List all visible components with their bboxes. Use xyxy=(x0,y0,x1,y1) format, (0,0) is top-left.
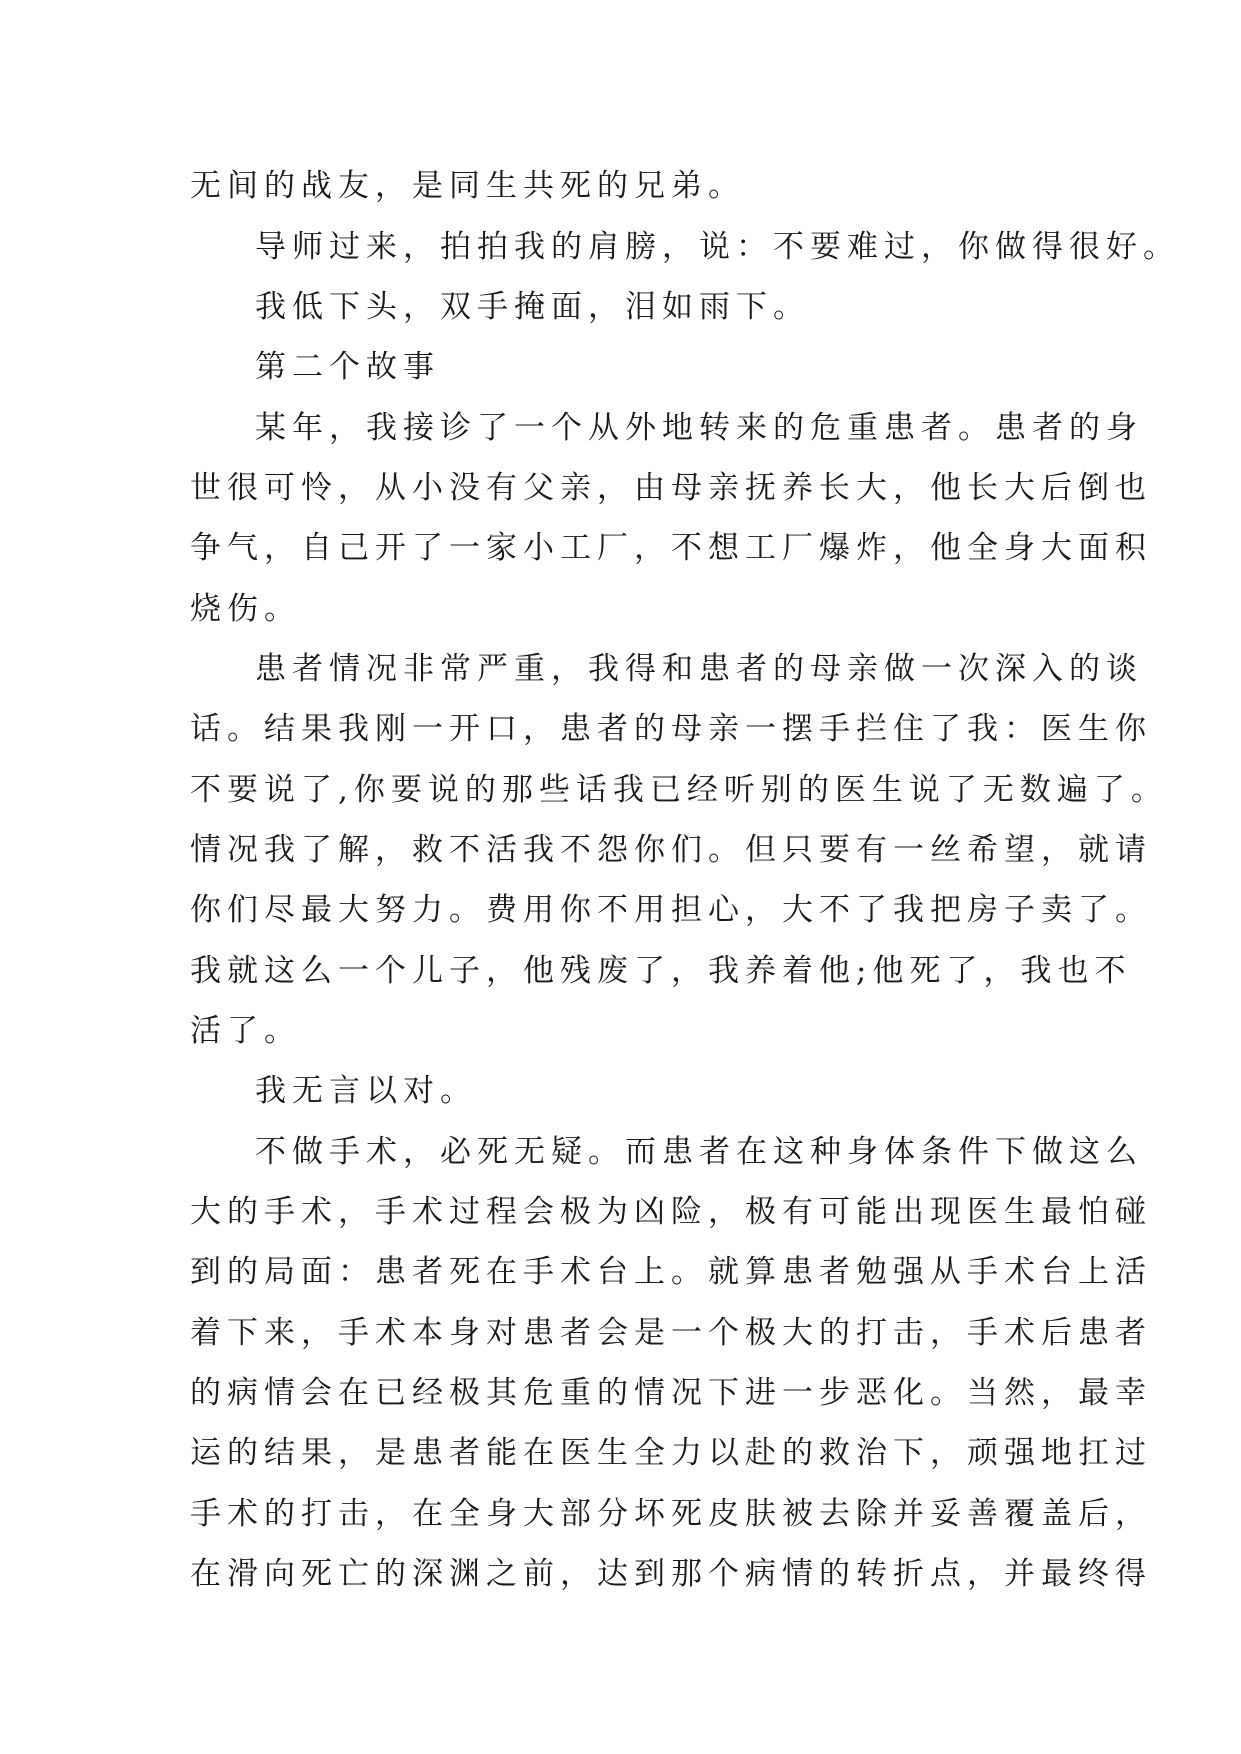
text-line: 烧伤。 xyxy=(190,591,301,627)
text-line: 不要说了,你要说的那些话我已经听别的医生说了无数遍了。 xyxy=(190,772,1168,808)
text-line: 患者情况非常严重，我得和患者的母亲做一次深入的谈 xyxy=(255,651,1143,687)
text-line: 在滑向死亡的深渊之前，达到那个病情的转折点，并最终得 xyxy=(190,1556,1152,1592)
text-line: 你们尽最大努力。费用你不用担心，大不了我把房子卖了。 xyxy=(190,892,1152,928)
text-line: 导师过来，拍拍我的肩膀，说：不要难过，你做得很好。 xyxy=(255,229,1180,265)
text-line: 我就这么一个儿子，他残废了，我养着他;他死了，我也不 xyxy=(190,953,1132,989)
text-line: 话。结果我刚一开口，患者的母亲一摆手拦住了我：医生你 xyxy=(190,711,1152,747)
text-line: 世很可怜，从小没有父亲，由母亲抚养长大，他长大后倒也 xyxy=(190,470,1152,506)
text-line: 情况我了解，救不活我不怨你们。但只要有一丝希望，就请 xyxy=(190,832,1152,868)
text-line: 着下来，手术本身对患者会是一个极大的打击，手术后患者 xyxy=(190,1315,1152,1351)
text-line: 大的手术，手术过程会极为凶险，极有可能出现医生最怕碰 xyxy=(190,1194,1152,1230)
text-line: 不做手术，必死无疑。而患者在这种身体条件下做这么 xyxy=(255,1134,1143,1170)
text-line: 某年，我接诊了一个从外地转来的危重患者。患者的身 xyxy=(255,410,1143,446)
text-line: 运的结果，是患者能在医生全力以赴的救治下，顽强地扛过 xyxy=(190,1435,1152,1471)
text-line: 到的局面：患者死在手术台上。就算患者勉强从手术台上活 xyxy=(190,1254,1152,1290)
text-line: 争气，自己开了一家小工厂，不想工厂爆炸，他全身大面积 xyxy=(190,530,1152,566)
text-line: 手术的打击，在全身大部分坏死皮肤被去除并妥善覆盖后， xyxy=(190,1496,1152,1532)
text-line: 活了。 xyxy=(190,1013,301,1049)
section-heading: 第二个故事 xyxy=(255,349,440,385)
text-line: 我无言以对。 xyxy=(255,1073,477,1109)
text-line: 的病情会在已经极其危重的情况下进一步恶化。当然，最幸 xyxy=(190,1375,1152,1411)
text-line: 无间的战友，是同生共死的兄弟。 xyxy=(190,168,745,204)
text-line: 我低下头，双手掩面，泪如雨下。 xyxy=(255,289,810,325)
